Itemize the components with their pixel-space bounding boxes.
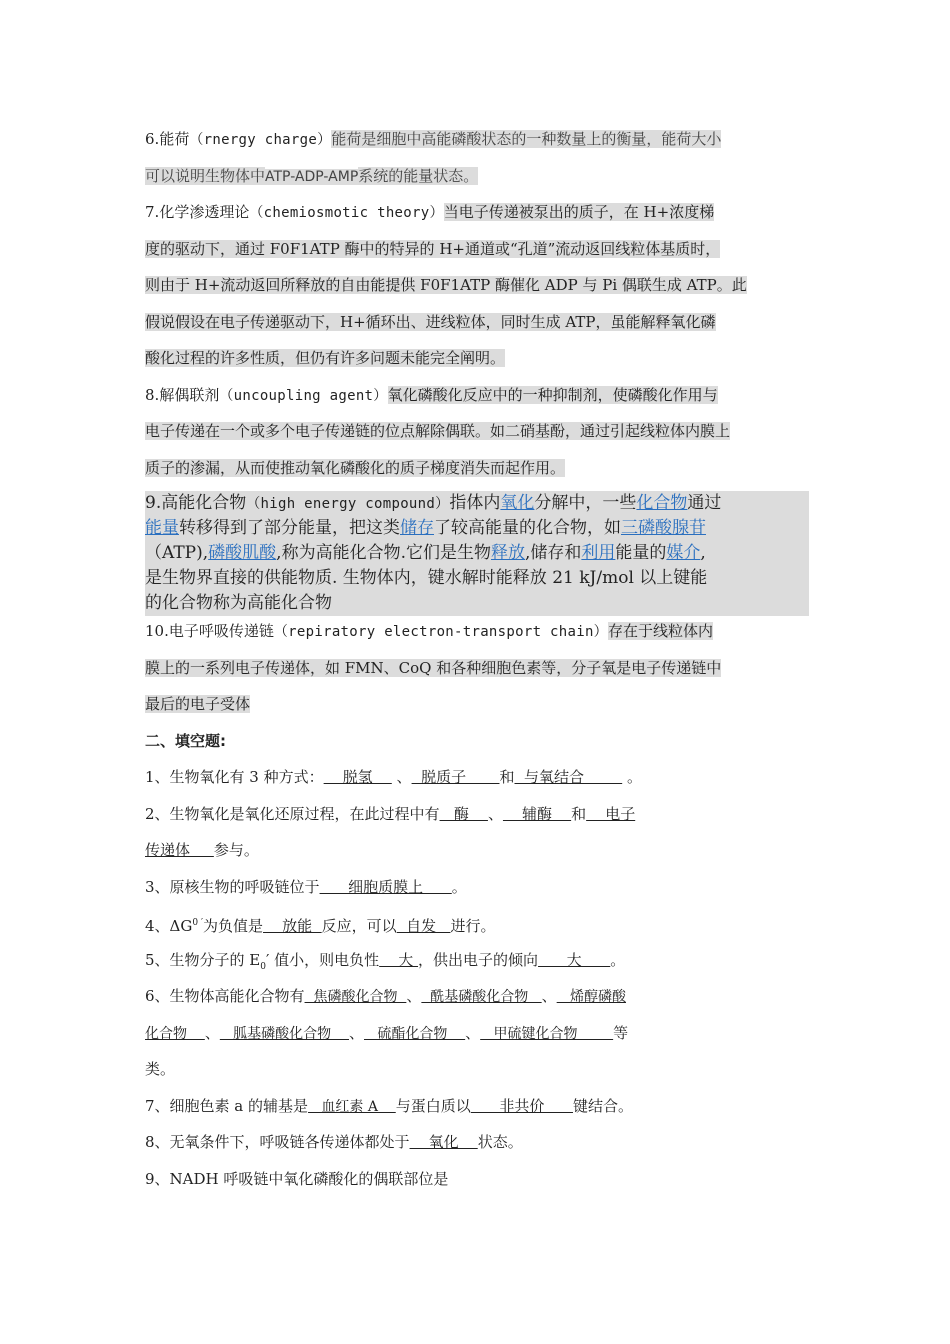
definition-text: 是生物界直接的供能物质. 生物体内，键水解时能释放 21 kJ/mol 以上键能 bbox=[145, 568, 708, 588]
definition-number: 6. bbox=[145, 130, 160, 148]
answer-blank: 氧化 bbox=[409, 1133, 478, 1151]
question-8 bbox=[145, 1127, 809, 1164]
definition-text: 膜上的一系列电子传递体，如 FMN、CoQ 和各种细胞色素等，分子氧是电子传递链中 bbox=[145, 658, 722, 677]
definition-english-term: （repiratory electron-transport chain） bbox=[273, 624, 608, 640]
answer-blank: 脱质子 bbox=[411, 768, 500, 786]
question-text: 进行。 bbox=[450, 917, 496, 935]
link-store[interactable]: 储存 bbox=[400, 518, 434, 538]
answer-blank: 烯醇磷酸 bbox=[556, 989, 627, 1005]
definition-text: 氧化磷酸化反应中的一种抑制剂，使磷酸化作用与 bbox=[387, 385, 718, 404]
subscript: 0 bbox=[260, 961, 266, 972]
link-creatine-phosphate[interactable]: 磷酸肌酸 bbox=[208, 543, 277, 563]
definition-english-term: （uncoupling agent） bbox=[219, 387, 388, 404]
definition-8-line-1 bbox=[145, 380, 809, 417]
definition-text: 当电子传递被泵出的质子，在 H+浓度梯 bbox=[443, 203, 715, 221]
definition-7-line-4 bbox=[145, 307, 809, 344]
definition-9-line-1 bbox=[145, 491, 809, 516]
answer-blank: 自发 bbox=[396, 917, 451, 935]
definition-text: （ATP), bbox=[145, 543, 209, 563]
question-6-line-1 bbox=[145, 981, 809, 1018]
question-3 bbox=[145, 872, 809, 909]
definition-7-line-2 bbox=[145, 234, 809, 271]
definition-text: 系统的能量状态。 bbox=[358, 166, 479, 185]
definition-6-line-2 bbox=[145, 161, 809, 198]
link-use[interactable]: 利用 bbox=[581, 543, 616, 563]
definition-text: 电子传递在一个或多个电子传递链的位点解除偶联。如二硝基酚，通过引起线粒体内膜上 bbox=[145, 422, 731, 440]
answer-blank: 与氧结合 bbox=[514, 768, 623, 786]
answer-blank: 硫酯化合物 bbox=[364, 1025, 466, 1042]
link-medium[interactable]: 媒介 bbox=[666, 543, 701, 563]
question-text: 。 bbox=[451, 877, 467, 896]
question-text: 等 bbox=[613, 1023, 629, 1042]
question-text: 、 bbox=[348, 1023, 364, 1042]
question-text: 为负值是 bbox=[203, 917, 264, 935]
answer-blank: 非共价 bbox=[470, 1096, 573, 1115]
question-text: 2、生物氧化是氧化还原过程，在此过程中有 bbox=[145, 804, 440, 823]
question-4 bbox=[145, 908, 809, 945]
question-text: 与蛋白质以 bbox=[395, 1096, 471, 1115]
answer-blank: 血红素 A bbox=[308, 1098, 396, 1115]
answer-blank: 焦磷酸化合物 bbox=[304, 989, 407, 1005]
definition-10-line-3 bbox=[145, 689, 809, 726]
question-text: 。 bbox=[610, 950, 626, 969]
question-text: 和 bbox=[499, 768, 515, 786]
document-body bbox=[145, 124, 809, 1200]
question-text: 8、无氧条件下，呼吸链各传递体都处于 bbox=[145, 1133, 410, 1151]
question-text: 和 bbox=[571, 804, 587, 823]
definition-text: 最后的电子受体 bbox=[145, 695, 251, 713]
question-text: 、 bbox=[391, 768, 412, 786]
definition-8-line-3 bbox=[145, 453, 809, 490]
section-heading: 二、填空题: bbox=[145, 731, 226, 750]
definition-9-line-2 bbox=[145, 516, 809, 541]
link-compound[interactable]: 化合物 bbox=[636, 493, 688, 513]
question-text: 6、生物体高能化合物有 bbox=[145, 987, 305, 1005]
definition-text: 通过 bbox=[687, 493, 722, 513]
answer-blank: 脱氢 bbox=[323, 768, 392, 786]
question-text: 、 bbox=[465, 1023, 481, 1042]
definition-text: 分解中，一些 bbox=[534, 493, 637, 513]
question-text: 状态。 bbox=[477, 1133, 523, 1151]
question-9 bbox=[145, 1164, 809, 1201]
definition-number: 10. bbox=[145, 622, 169, 640]
answer-blank: 传递体 bbox=[145, 841, 214, 859]
question-7 bbox=[145, 1091, 809, 1128]
definition-term: 解偶联剂 bbox=[159, 385, 220, 404]
question-text: 7、细胞色素 a 的辅基是 bbox=[145, 1096, 309, 1115]
definition-9-line-4 bbox=[145, 566, 809, 591]
link-energy[interactable]: 能量 bbox=[145, 518, 179, 538]
question-text: 。 bbox=[622, 768, 642, 786]
definition-term: 高能化合物 bbox=[161, 493, 247, 513]
definition-9-line-5 bbox=[145, 591, 809, 616]
question-text: 5、生物分子的 E bbox=[145, 950, 261, 969]
answer-blank: 酰基磷酸化合物 bbox=[421, 989, 542, 1005]
definition-text: 酸化过程的许多性质，但仍有许多问题未能完全阐明。 bbox=[145, 349, 506, 367]
definition-text: 度的驱动下，通过 F0F1ATP 酶中的特异的 H+通道或“孔道”流动返回线粒体基质时， bbox=[145, 239, 721, 258]
question-6-line-2 bbox=[145, 1018, 809, 1055]
definition-text: ,称为高能化合物.它们是生物 bbox=[276, 543, 491, 563]
definition-text: 的化合物称为高能化合物 bbox=[145, 593, 332, 613]
question-text: 4、ΔG bbox=[145, 917, 193, 935]
answer-blank: 电子 bbox=[586, 804, 636, 823]
question-2-line-1 bbox=[145, 799, 809, 836]
question-text: 、 bbox=[406, 987, 422, 1005]
definition-number: 8. bbox=[145, 385, 160, 404]
definition-text: 转移得到了部分能量，把这类 bbox=[179, 518, 400, 538]
answer-blank: 大 bbox=[379, 950, 419, 969]
definition-english-term: （high energy compound） bbox=[246, 496, 450, 512]
answer-blank: 胍基磷酸化合物 bbox=[219, 1025, 349, 1042]
definition-text: 能量的 bbox=[615, 543, 667, 563]
definition-text: 可以说明生物体中 bbox=[145, 166, 266, 185]
definition-6-line-1 bbox=[145, 124, 809, 161]
definition-8-line-2 bbox=[145, 416, 809, 453]
answer-blank: 甲硫键化合物 bbox=[480, 1025, 614, 1042]
definition-term: 电子呼吸传递链 bbox=[168, 622, 274, 640]
answer-blank: 酶 bbox=[439, 804, 488, 823]
definition-7-line-1 bbox=[145, 197, 809, 234]
definition-10-line-1 bbox=[145, 616, 809, 653]
answer-blank: 大 bbox=[538, 950, 611, 969]
link-atp[interactable]: 三磷酸腺苷 bbox=[621, 518, 706, 538]
definition-9-line-3 bbox=[145, 541, 809, 566]
superscript: 0 ′ bbox=[192, 918, 203, 928]
definition-7-line-5 bbox=[145, 343, 809, 380]
question-text: 、 bbox=[487, 804, 503, 823]
question-text: 键结合。 bbox=[572, 1096, 633, 1115]
definition-english-term: （chemiosmotic theory） bbox=[249, 205, 444, 221]
definition-number: 9. bbox=[145, 493, 162, 513]
answer-blank: 放能 bbox=[263, 917, 322, 935]
question-text: 参与。 bbox=[213, 841, 259, 859]
definition-text: 存在于线粒体内 bbox=[607, 622, 713, 640]
question-text: 3、原核生物的呼吸链位于 bbox=[145, 877, 320, 896]
definition-text: 指体内 bbox=[449, 493, 501, 513]
question-1 bbox=[145, 762, 809, 799]
definition-text: 了较高能量的化合物，如 bbox=[434, 518, 621, 538]
definition-term: 能荷 bbox=[159, 130, 190, 148]
question-6-line-3 bbox=[145, 1054, 809, 1091]
question-text: 、 bbox=[204, 1023, 220, 1042]
link-oxidation[interactable]: 氧化 bbox=[500, 493, 535, 513]
definition-number: 7. bbox=[145, 203, 160, 221]
question-text: 、 bbox=[541, 987, 557, 1005]
definition-text: 质子的渗漏，从而使推动氧化磷酸化的质子梯度消失而起作用。 bbox=[145, 458, 566, 477]
definition-english-term: （rnergy charge） bbox=[189, 132, 332, 148]
question-2-line-2 bbox=[145, 835, 809, 872]
definition-text: ATP-ADP-AMP bbox=[265, 168, 359, 185]
definition-10-line-2 bbox=[145, 653, 809, 690]
definition-term: 化学渗透理论 bbox=[159, 203, 250, 221]
question-text: ，供出电子的倾向 bbox=[418, 950, 539, 969]
answer-blank: 辅酶 bbox=[502, 804, 572, 823]
question-text: 1、生物氧化有 3 种方式： bbox=[145, 768, 324, 786]
definition-text: 则由于 H+流动返回所释放的自由能提供 F0F1ATP 酶催化 ADP 与 Pi 偶联生成 ATP。此 bbox=[145, 276, 747, 294]
question-text: 反应，可以 bbox=[321, 917, 397, 935]
definition-7-line-3 bbox=[145, 270, 809, 307]
definition-text: ,储存和 bbox=[524, 543, 582, 563]
definition-text: , bbox=[700, 543, 706, 563]
question-text: ′ 值小，则电负性 bbox=[266, 950, 380, 969]
answer-blank: 化合物 bbox=[145, 1025, 205, 1042]
answer-blank: 细胞质膜上 bbox=[319, 877, 452, 896]
question-5 bbox=[145, 945, 809, 982]
link-release[interactable]: 释放 bbox=[490, 543, 525, 563]
definition-text: 假说假设在电子传递驱动下，H+循环出、进线粒体，同时生成 ATP，虽能解释氧化磷 bbox=[145, 312, 716, 331]
question-text: 类。 bbox=[145, 1060, 176, 1078]
definition-9 bbox=[145, 491, 809, 616]
question-text: 9、NADH 呼吸链中氧化磷酸化的偶联部位是 bbox=[145, 1169, 449, 1188]
definition-text: 能荷是细胞中高能磷酸状态的一种数量上的衡量，能荷大小 bbox=[331, 130, 722, 148]
